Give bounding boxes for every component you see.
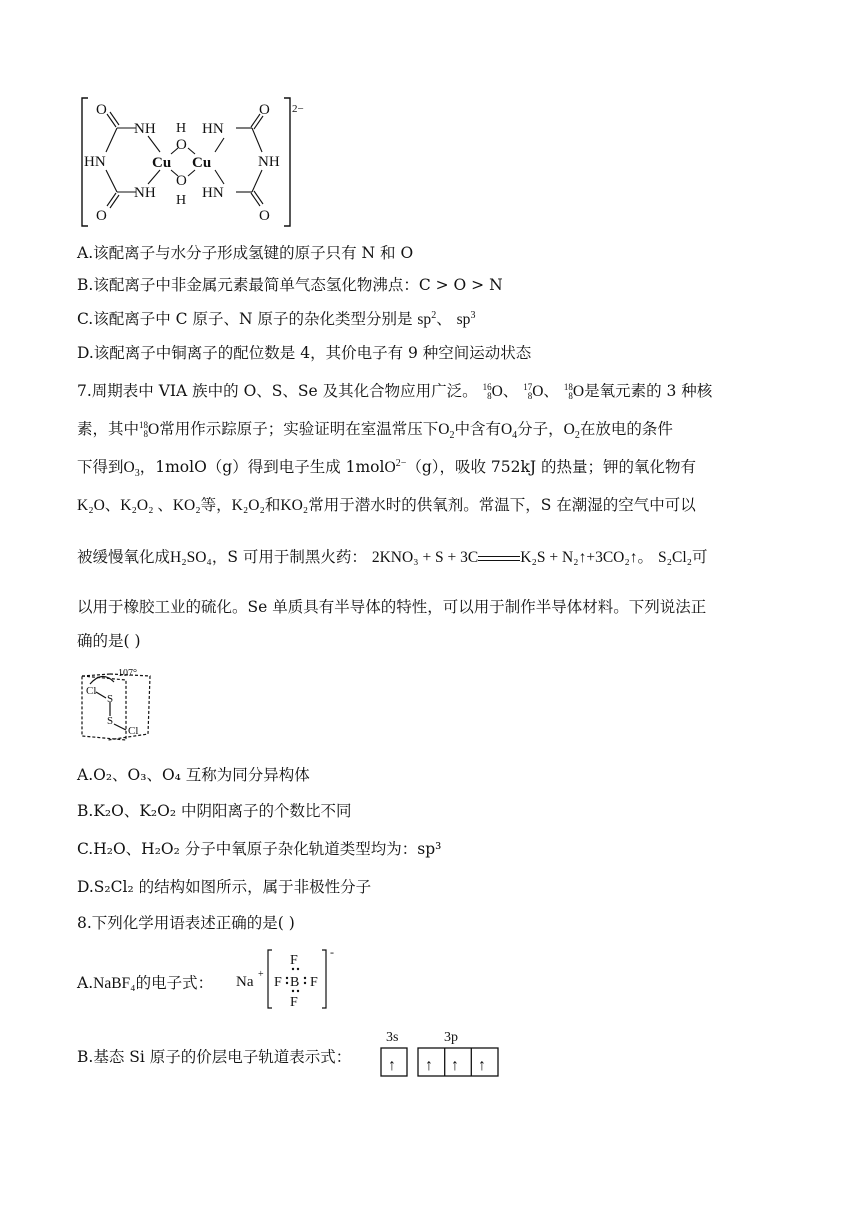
label-3p: 3p: [444, 1030, 458, 1045]
nabf4-electron-formula: [236, 944, 346, 1014]
q6-sep: 、: [436, 310, 452, 328]
isotope-o18-inline: 18 8O: [139, 420, 160, 440]
q7-option-a: A.O₂、O₃、O₄ 互称为同分异构体: [77, 766, 310, 784]
arrow-3p-1: ↑: [425, 1057, 433, 1074]
bond-angle-label: 107°: [118, 668, 137, 679]
nabf4-svg: [236, 944, 346, 1014]
atom-o-bottom-right: O: [259, 208, 270, 224]
atom-o-top-left: O: [96, 102, 107, 118]
si-orbital-diagram: [378, 1028, 504, 1082]
copper-complex-structure-figure: [74, 92, 314, 232]
q6-option-a: A.该配离子与水分子形成氢键的原子只有 N 和 O: [77, 244, 414, 262]
q7-stem-line4: K₂O、K₂O₂ 、KO₂等，K₂O₂和KO₂常用于潜水时的供氧剂。常温下，S 在潮湿的空气中可以: [77, 496, 696, 514]
f-right: F: [310, 975, 318, 990]
black-powder-equation: 2KNO₃ + S + 3C K₂S + N₂↑+3CO₂↑: [371, 549, 638, 566]
f-bottom: F: [290, 995, 298, 1010]
atom-o-bottom-left: O: [96, 208, 107, 224]
na-charge: +: [258, 969, 264, 980]
atom-nh-left-bottom: NH: [134, 185, 156, 201]
atom-cu-right: Cu: [192, 155, 212, 171]
q7-stem-line6: 以用于橡胶工业的硫化。Se 单质具有半导体的特性，可以用于制作半导体材料。下列说法正: [77, 598, 707, 616]
q8-option-a: A.NaBF₄的电子式：: [77, 974, 214, 992]
atom-nh-left-top: NH: [134, 121, 156, 137]
orbital-svg: [378, 1028, 504, 1082]
label-3s: 3s: [386, 1030, 399, 1045]
s2cl2-cl1: Cl: [86, 685, 97, 697]
q7-stem-line1: 7.周期表中 VIA 族中的 O、S、Se 及其化合物应用广泛。 16 8O、 17 8O、 18 8O是氧元素的 3 种核: [77, 382, 713, 402]
f-top: F: [290, 953, 298, 968]
q7-stem-line7: 确的是( ): [77, 632, 141, 650]
atom-o-bridge-top: O: [176, 137, 187, 153]
atom-h-top: H: [176, 121, 187, 136]
equation-double-line: [478, 556, 520, 561]
q6-sp2: $sp^2$: [417, 309, 437, 328]
q7-stem-line2: 素，其中18 8O常用作示踪原子；实验证明在室温常压下$O_2$中含有$O_4$分子，$O_2$在放电的条件: [77, 420, 673, 442]
isotope-o16: 16 8O: [482, 382, 503, 402]
anion-charge: -: [330, 945, 334, 959]
q7-text: 7.周期表中 VIA 族中的 O、S、Se 及其化合物应用广泛。: [77, 382, 478, 400]
atom-cu-left: Cu: [152, 155, 172, 171]
atom-o-top-right: O: [259, 102, 270, 118]
right-bracket: [284, 98, 290, 226]
q6-sp3: $sp^3$: [456, 309, 476, 328]
isotope-o17: 17 8O: [523, 382, 544, 402]
s2cl2-svg: [74, 662, 164, 752]
s2cl2-s2: S: [107, 715, 114, 727]
s2cl2-s1: S: [107, 693, 114, 705]
copper-complex-svg: [74, 92, 314, 232]
arrow-3p-2: ↑: [451, 1057, 459, 1074]
q7-option-d: D.S₂Cl₂ 的结构如图所示，属于非极性分子: [77, 878, 372, 896]
arrow-3p-3: ↑: [478, 1057, 486, 1074]
q6-option-d: D.该配离子中铜离子的配位数是 4，其价电子有 9 种空间运动状态: [77, 344, 532, 362]
s2cl2-cl2: Cl: [128, 725, 139, 737]
s2cl2-structure-figure: [74, 662, 164, 752]
atom-o-bridge-bottom: O: [176, 173, 187, 189]
na-symbol: Na: [236, 974, 254, 990]
complex-charge: 2−: [292, 103, 304, 115]
atom-hn-left-mid: HN: [84, 154, 106, 170]
atom-nh-right-mid: NH: [258, 154, 280, 170]
q7-option-b: B.K₂O、K₂O₂ 中阴阳离子的个数比不同: [77, 802, 352, 820]
boron: B: [290, 975, 300, 990]
atom-h-bottom: H: [176, 193, 187, 208]
q8-stem: 8.下列化学用语表述正确的是( ): [77, 914, 295, 932]
q7-stem-line5: 被缓慢氧化成H₂SO₄，S 可用于制黑火药： 2KNO₃ + S + 3C K₂S + N₂↑+3CO₂↑。 S₂Cl₂可: [77, 546, 708, 569]
atom-hn-right-top: HN: [202, 121, 224, 137]
q6-option-c-text: C.该配离子中 C 原子、N 原子的杂化类型分别是: [77, 310, 413, 328]
f-left: F: [274, 975, 282, 990]
atom-hn-right-bottom: HN: [202, 185, 224, 201]
arrow-3s: ↑: [388, 1057, 396, 1074]
q6-option-b: B.该配离子中非金属元素最简单气态氢化物沸点：C > O > N: [77, 276, 503, 294]
q7-option-c: C.H₂O、H₂O₂ 分子中氧原子杂化轨道类型均为：sp³: [77, 840, 442, 858]
q8-option-b: B.基态 Si 原子的价层电子轨道表示式：: [77, 1048, 352, 1066]
q7-stem-line3: 下得到$O_3$，1molO（g）得到电子生成 1molO$^{2-}$（g），吸收 752kJ 的热量；钾的氧化物有: [77, 457, 697, 480]
isotope-o18: 18 8O: [563, 382, 585, 402]
q6-option-c: [77, 308, 475, 331]
